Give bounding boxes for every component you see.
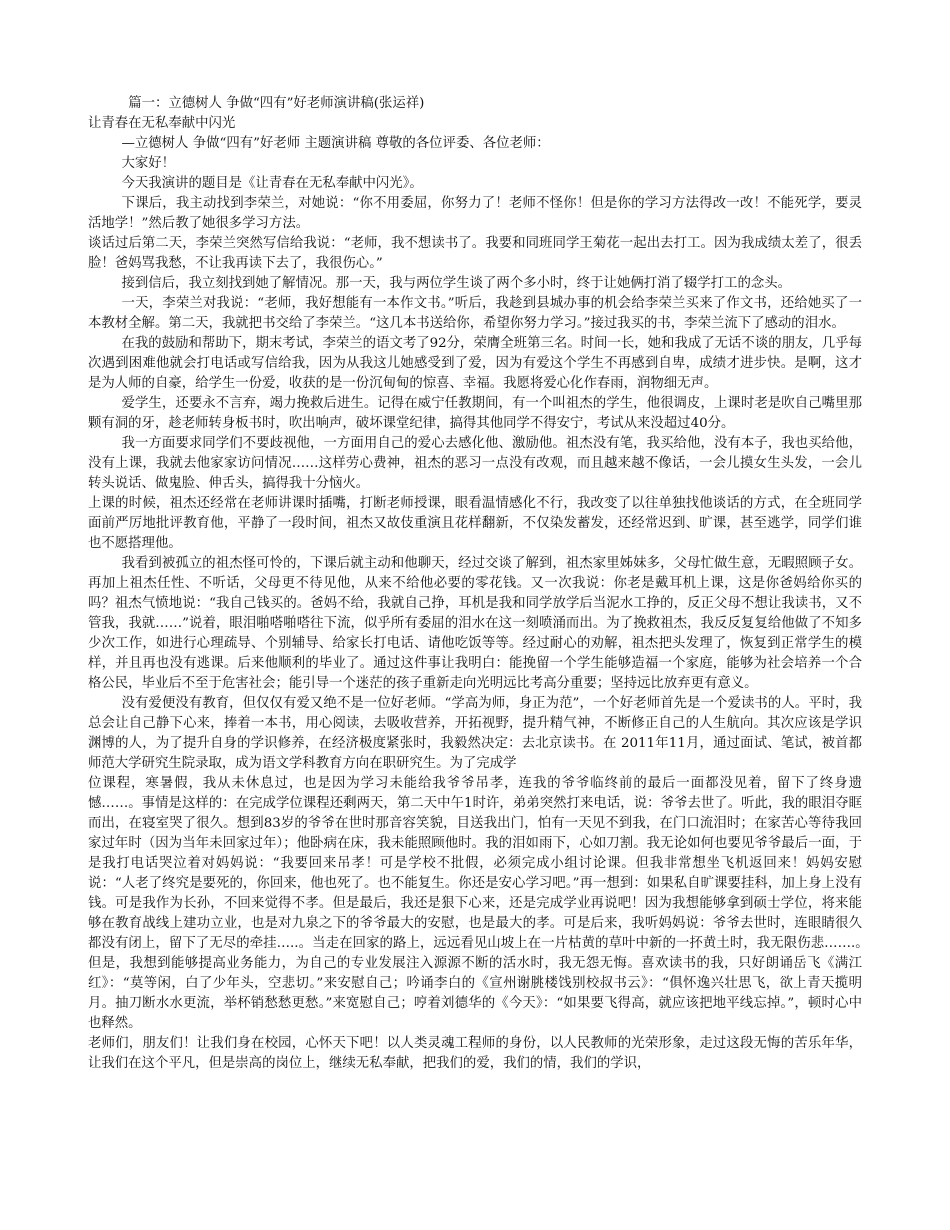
paragraph: 今天我演讲的题目是《让青春在无私奉献中闪光》。	[121, 176, 423, 191]
paragraph: 一天，李荣兰对我说：“老师，我好想能有一本作文书。”听后，我趁到县城办事的机会给李荣兰买来了作文书，还给她买了一本教材全解。第二天，我就把书交给了李荣兰。“这几本书送给你，希望你努力学习。”接过我买的书，李荣兰流下了感动的泪水。	[88, 296, 862, 331]
paragraph: 没有爱便没有教育，但仅仅有爱又绝不是一位好老师。“学高为师，身正为范”，一个好老师首先是一个爱读书的人。平时，我总会让自己静下心来，捧着一本书，用心阅读，去吸收营养，开拓视野，提升精气神，不断修正自己的人生航向。其次应该是学识渊博的人，为了提升自身的学识修养，在经济极度紧张时，我毅然决定：去北京读书。在 2011年11月，通过面试、笔试，被首都师范大学研究生院录取，成为语文学科教育方向在职研究生。为了完成学	[88, 696, 862, 771]
paragraph: 我看到被孤立的祖杰怪可怜的，下课后就主动和他聊天，经过交谈了解到，祖杰家里姊妹多，父母忙做生意，无暇照顾子女。再加上祖杰任性、不听话，父母更不待见他，从来不给他必要的零花钱。又一次我说：你老是戴耳机上课，这是你爸妈给你买的吗？祖杰气愤地说：“我自己钱买的。爸妈不给，我就自己挣，耳机是我和同学放学后当泥水工挣的，反正父母不想让我读书，又不管我，我就……”说着，眼泪啪嗒啪嗒往下流，似乎所有委屈的泪水在这一刻喷涌而出。为了挽救祖杰，我反反复复给他做了不知多少次工作，如进行心理疏导、个别辅导、给家长打电话、请他吃饭等等。经过耐心的劝解，祖杰把头发理了，恢复到正常学生的模样，并且再也没有逃课。后来他顺利的毕业了。通过这件事让我明白：能挽留一个学生能够造福一个家庭，能够为社会培养一个合格公民，毕业后不至于危害社会；能引导一个迷茫的孩子重新走向光明远比考高分重要；坚持远比放弃更有意义。	[88, 556, 862, 691]
paragraph: 位课程，寒暑假，我从未休息过，也是因为学习未能给我爷爷吊孝，连我的爷爷临终前的最后一面都没见着，留下了终身遗憾……。事情是这样的：在完成学位课程还剩两天，第二天中午1时许，弟弟突然打来电话，说：爷爷去世了。听此，我的眼泪夺眶而出，在寝室哭了很久。想到83岁的爷爷在世时那音容笑貌，目送我出门，怕有一天见不到我，在门口流泪时；在家苦心等待我回家过年时（因为当年未回家过年）；他卧病在床，我未能照顾他时。我的泪如雨下，心如刀割。我无论如何也要见爷爷最后一面，于是我打电话哭泣着对妈妈说：“我要回来吊孝！可是学校不批假，必须完成小组讨论课。但我非常想坐飞机返回来！妈妈安慰说：“人老了终究是要死的，你回来，他也死了。也不能复生。你还是安心学习吧。”再一想到：如果私自旷课要挂科，加上身上没有钱。可是我作为长孙，不回来觉得不孝。但是最后，我还是狠下心来，还是完成学业再说吧！因为我想能够拿到硕士学位，将来能够在教育战线上建功立业，也是对九泉之下的爷爷最大的安慰，也是最大的孝。可是后来，我听妈妈说：爷爷去世时，连眼睛很久都没有闭上，留下了无尽的牵挂…..。当走在回家的路上，远远看见山坡上在一片枯黄的草叶中新的一抔黄土时，我无限伤悲…….。 但是，我想到能够提高业务能力，为自己的专业发展注入源源不断的活水时，我无怨无悔。喜欢读书的我，只好朗诵岳飞《满江红》：“莫等闲，白了少年头，空悲切。”来安慰自己；吟诵李白的《宣州谢朓楼饯别校叔书云》：“俱怀逸兴壮思飞，欲上青天揽明月。抽刀断水水更流，举杯销愁愁更愁。”来宽慰自己；哼着刘德华的《今天》：“如果要飞得高，就应该把地平线忘掉。”，顿时心中也释然。	[88, 776, 889, 1031]
paragraph: 爱学生，还要永不言弃，竭力挽救后进生。记得在威宁任教期间，有一个叫祖杰的学生，他很调皮，上课时老是吹自己嘴里那颗有洞的牙，趁老师转身板书时，吹出响声，破坏课堂纪律，搞得其他同学不得安宁，考试从来没超过40分。	[88, 396, 862, 431]
paragraph: 老师们，朋友们！让我们身在校园，心怀天下吧！以人类灵魂工程师的身份，以人民教师的光荣形象，走过这段无悔的苦乐年华，让我们在这个平凡，但是崇高的岗位上，继续无私奉献，把我们的爱，我们的情，我们的学识，	[88, 1036, 862, 1071]
paragraph: 接到信后，我立刻找到她了解情况。那一天，我与两位学生谈了两个多小时，终于让她俩打消了辍学打工的念头。	[121, 276, 792, 291]
paragraph: 上课的时候，祖杰还经常在老师讲课时插嘴，打断老师授课，眼看温情感化不行，我改变了以往单独找他谈话的方式，在全班同学面前严厉地批评教育他，平静了一段时间，祖杰又故伎重演且花样翻新，不仅染发蓄发，还经常迟到、旷课，甚至逃学，同学们谁也不愿搭理他。	[88, 496, 862, 551]
paragraph: —立德树人 争做“四有”好老师 主题演讲稿 尊敬的各位评委、各位老师：	[121, 136, 550, 151]
paragraph: 在我的鼓励和帮助下，期末考试，李荣兰的语文考了92分，荣膺全班第三名。时间一长，她和我成了无话不谈的朋友，几乎每次遇到困难他就会打电话或写信给我，因为从我这儿她感受到了爱，因为有爱这个学生不再感到自卑，成绩才进步快。是啊，这才是为人师的自豪，给学生一份爱，收获的是一份沉甸甸的惊喜、幸福。我愿将爱心化作春雨，润物细无声。	[88, 336, 862, 391]
paragraph: 下课后，我主动找到李荣兰，对她说：“你不用委屈，你努力了！老师不怪你！但是你的学习方法得改一改！不能死学，要灵活地学！”然后教了她很多学习方法。	[88, 196, 862, 231]
paragraph: 谈话过后第二天，李荣兰突然写信给我说：“老师，我不想读书了。我要和同班同学王菊花一起出去打工。因为我成绩太差了，很丢脸！爸妈骂我愁，不让我再读下去了，我很伤心。”	[88, 236, 862, 271]
paragraph: 让青春在无私奉献中闪光	[88, 116, 236, 131]
document-title: 篇一：立德树人 争做“四有”好老师演讲稿(张运祥)	[128, 96, 425, 111]
paragraph: 大家好！	[121, 156, 176, 171]
paragraph: 我一方面要求同学们不要歧视他，一方面用自己的爱心去感化他、激励他。祖杰没有笔，我买给他，没有本子，我也买给他，没有上课，我就去他家家访问情况……这样劳心费神，祖杰的恶习一点没有改观，而且越来越不像话，一会儿摸女生头发，一会儿转头说话、做鬼脸、伸舌头，搞得我十分恼火。	[88, 436, 862, 491]
